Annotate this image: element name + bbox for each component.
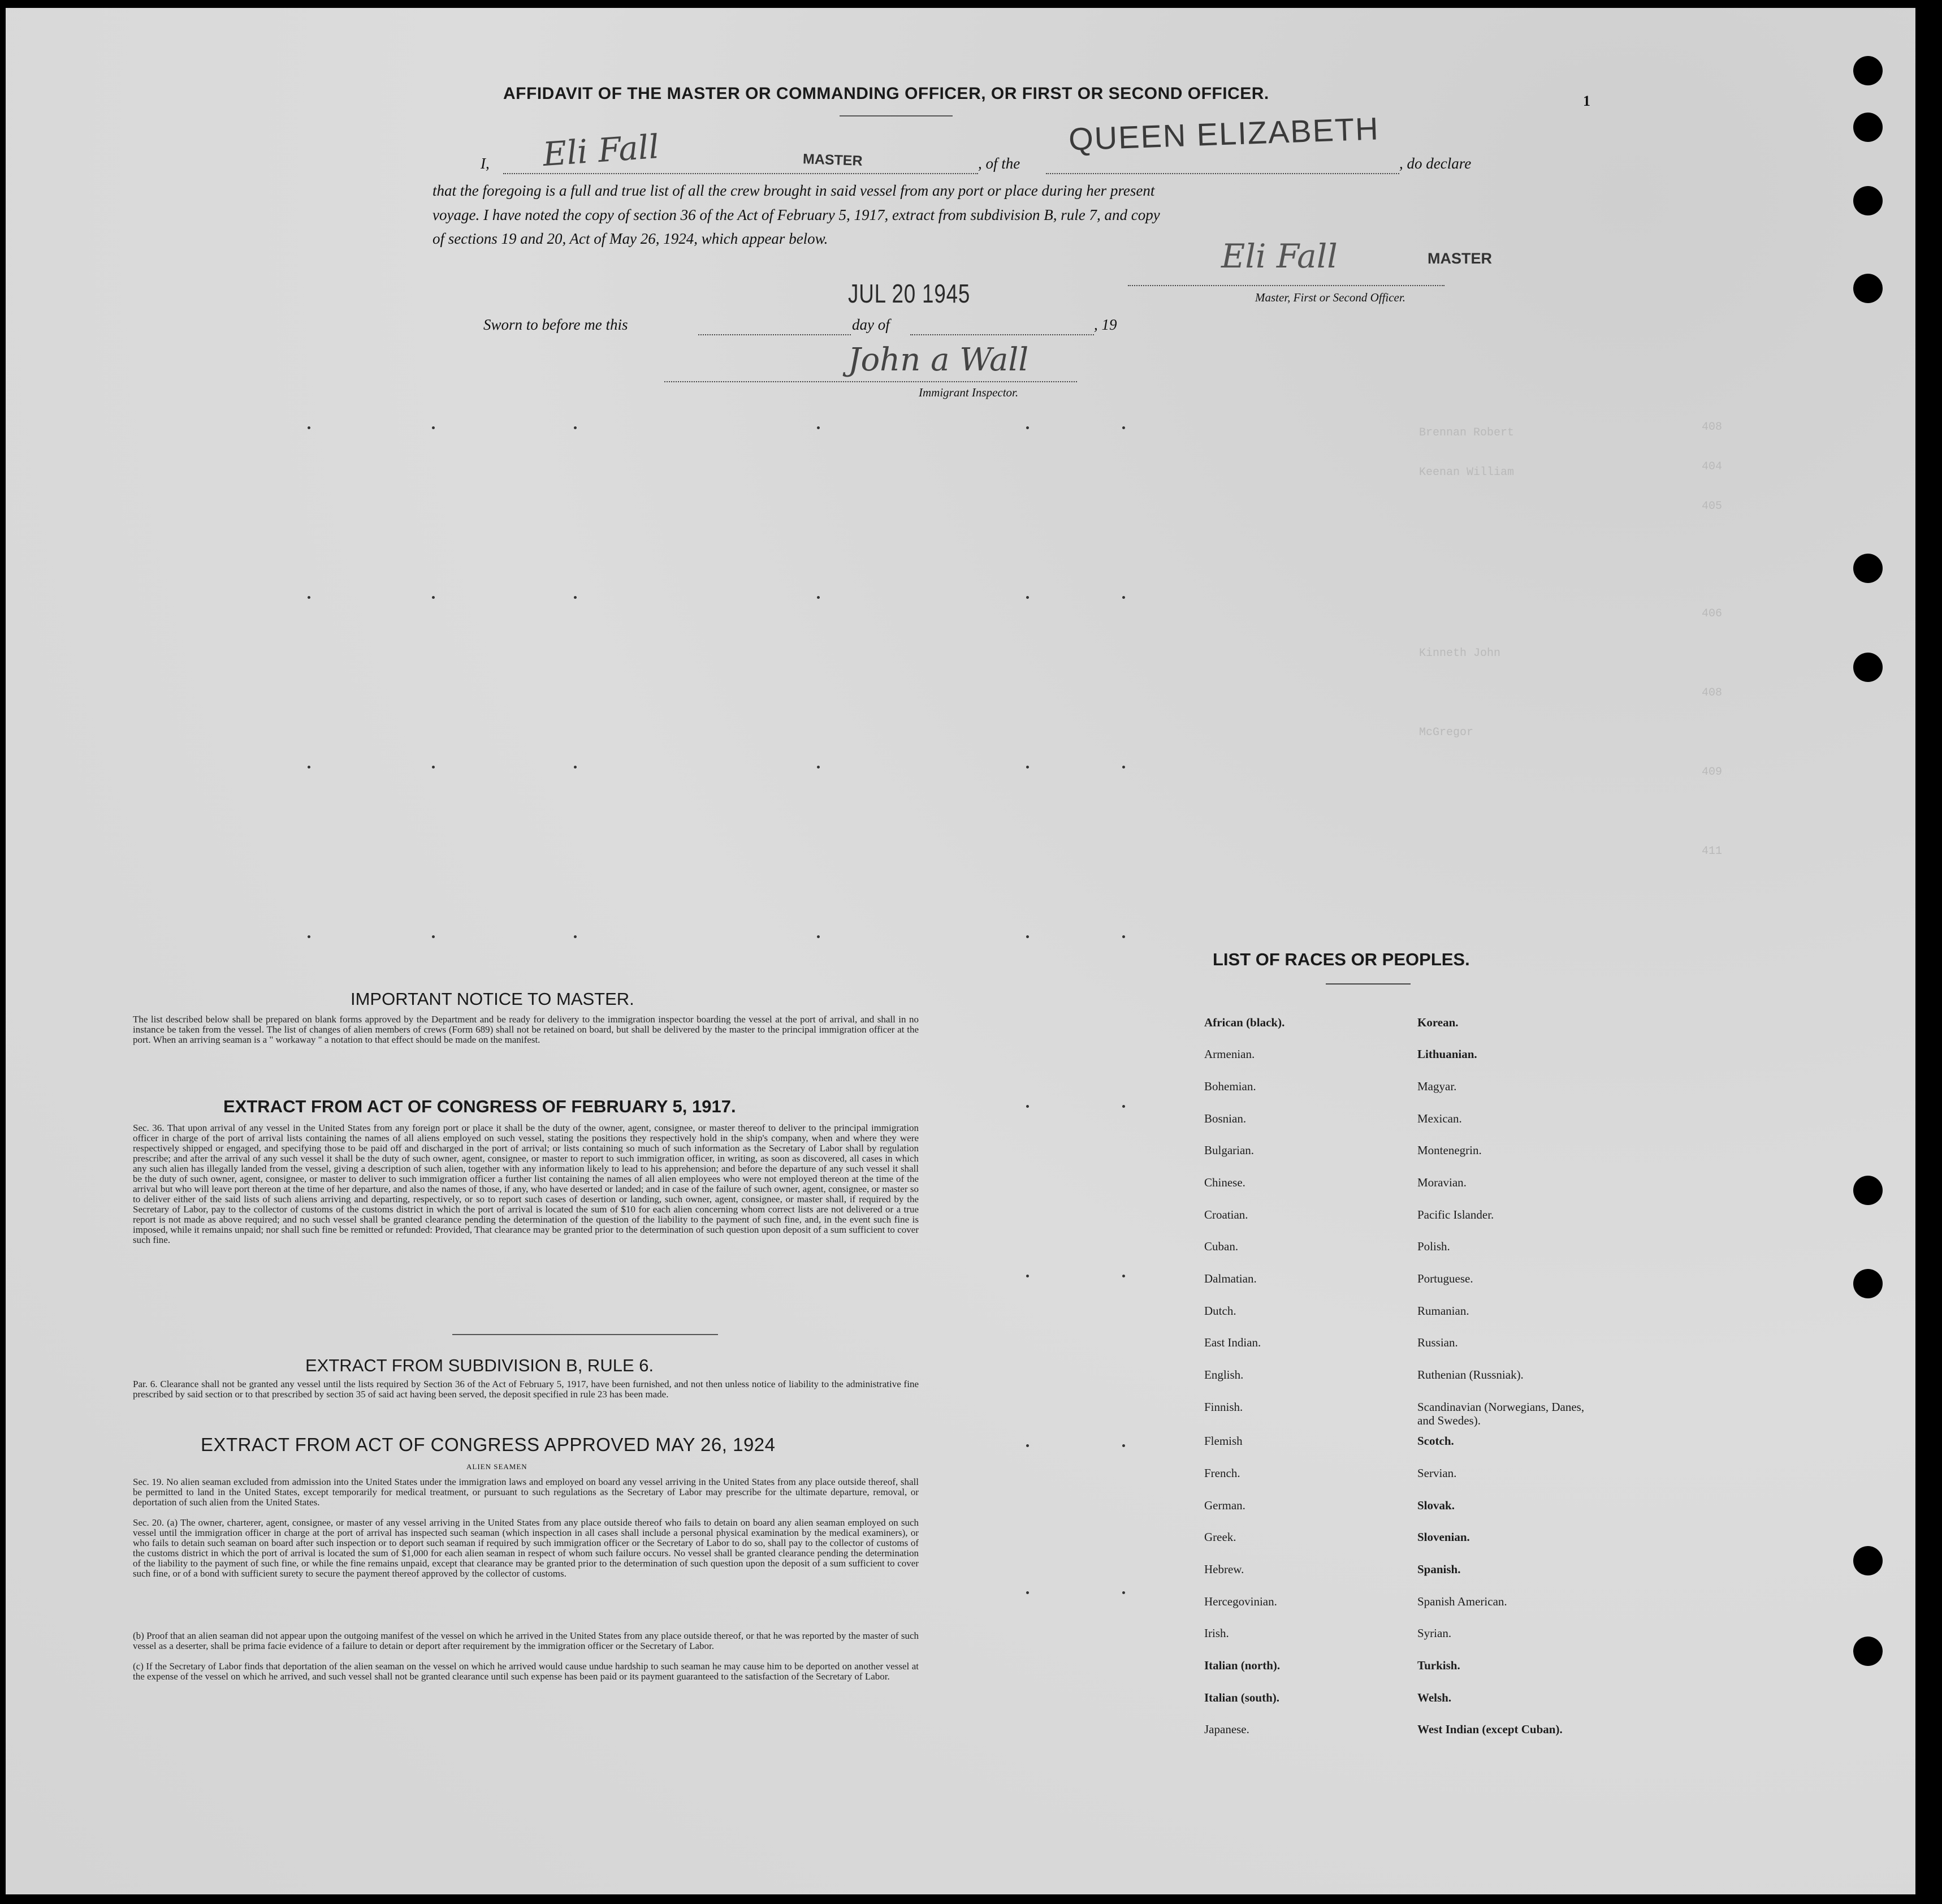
punch-hole-icon xyxy=(1853,113,1883,142)
punch-hole-icon xyxy=(1853,56,1883,85)
master-stamp-2: MASTER xyxy=(1428,250,1492,267)
race-item: Italian (south). xyxy=(1204,1691,1280,1704)
sworn-label: Sworn to before me this xyxy=(483,316,628,333)
race-item: East Indian. xyxy=(1204,1336,1261,1349)
race-item: Chinese. xyxy=(1204,1176,1245,1189)
race-item: Magyar. xyxy=(1417,1080,1457,1093)
inspector-caption: Immigrant Inspector. xyxy=(919,386,1019,399)
race-item: Polish. xyxy=(1417,1240,1450,1253)
day-of-label: day of xyxy=(852,316,890,333)
race-item: Slovak. xyxy=(1417,1499,1455,1512)
race-item: Dalmatian. xyxy=(1204,1272,1257,1285)
punch-hole-icon xyxy=(1853,186,1883,215)
name-line xyxy=(503,173,978,174)
extract-rule6-text: Par. 6. Clearance shall not be granted any vessel until the lists required by Section 36 of the Act of February 5, 1917, have been furnished, and not then unless notice of liability to the administrative fine prescribed by said section or to that prescribed by section 35 of said act having been served, the deposit specified in rule 23 has been made. xyxy=(133,1379,919,1400)
race-item: Greek. xyxy=(1204,1530,1236,1544)
extract-1924-title: EXTRACT FROM ACT OF CONGRESS APPROVED MAY 26, 1924 xyxy=(201,1434,776,1455)
race-item: Flemish xyxy=(1204,1434,1243,1448)
races-title-rule xyxy=(1326,983,1411,985)
document-page: 408 404 405 406 408 409 411 Brennan Robert Keenan William Kinneth John McGregor AFFIDAVIT OF THE MASTER OR COMMANDING OFFICER, OR FIRST OR SECOND OFFICER. I, Eli Fall MASTER , of the QUEEN ELIZABETH , do declare that the foregoing is a full and true list of all the crew brought in said vessel from any port or place during her present voyage. I have noted the copy of section 36 of the Act of February 5, 1917, extract from subdivision B, rule 7, and copy of sections 19 and 20, Act of May 26, 1924, which appear below. Eli Fall MASTER Master, First or Second Officer. JUL 20 1945 Sworn to before me this day of , 19 John a Wall Immigrant Inspector. 1 IMPORTANT NOTICE TO MASTER. The list described below shall be prepared on blank forms approved by the Department and be ready for delivery to the immigration inspector boarding the vessel at the port of arrival, and shall in no instance be taken from the vessel. The list of changes of alien members of crews (Form 689) shall not be retained on board, but shall be delivered by the master to the principal immigration officer at the port. When an arriving seaman is a " workaway " a notation to that effect should be made on the manifest. EXTRACT FROM ACT OF CONGRESS OF FEBRUARY 5, 1917. Sec. 36. That upon arrival of any vessel in the United States from any foreign port or place it shall be the duty of the owner, agent, consignee, or master thereof to deliver to the principal immigration officer in charge of the port of arrival lists containing the names of all aliens employed on such vessel, stating the positions they respectively hold in the ship's company, when and where they were respectively shipped or engaged, and specifying those to be paid off and discharged in the port of arrival; or lists containing so much of such information as the Secretary of Labor shall by regulation prescribe; and after the arrival of any such vessel it shall be the duty of such owner, agent, consignee, or master to report to such immigration officer, in writing, as soon as discovered, all cases in which any such alien has illegally landed from the vessel, giving a description of such alien, together with any information likely to lead to his apprehension; and before the departure of any such vessel it shall be the duty of such owner, agent, consignee, or master to deliver to such immigration officer a further list containing the names of all alien employees who were not employed thereon at the time of the arrival but who will leave port thereon at the time of her departure, and also the names of those, if any, who have deserted or landed; and in case of the failure of such owner, agent, consignee, or master so to deliver either of the said lists of such aliens arriving and departing, respectively, or so to report such cases of desertion or landing, such owner, agent, consignee, or master shall, if required by the Secretary of Labor, pay to the collector of customs of the customs district in which the port of arrival is located the sum of $10 for each alien concerning whom correct lists are not delivered or a true report is not made as above required; and no such vessel shall be granted clearance pending the determination of the question of the liability to the payment of such fine, and, in the event such fine is imposed, while it remains unpaid; nor shall such fine be remitted or refunded: Provided, That clearance may be granted prior to the determination of such question upon deposit of a sum sufficient to cover such fine. EXTRACT FROM SUBDIVISION B, RULE 6. Par. 6. Clearance shall not be granted any vessel until the lists required by Section 36 of the Act of February 5, 1917, have been furnished, and not then unless notice of liability to the administrative fine prescribed by said section or to that prescribed by section 35 of said act having been served, the deposit specified in rule 23 has been made. EXTRACT FROM ACT OF CONGRESS APPROVED MAY 26, 1924 ALIEN SEAMEN Sec. 19. No alien seaman excluded from admission into the United States under the immigration laws and employed on board any vessel arriving in the United States from any place outside thereof, shall be permitted to land in the United States, except temporarily for medical treatment, or pursuant to such regulations as the Secretary of Labor may prescribe for the ultimate departure, removal, or deportation of such alien from the United States. Sec. 20. (a) The owner, charterer, agent, consignee, or master of any vessel arriving in the United States from any place outside thereof who fails to detain on board any alien seaman employed on such vessel until the immigration officer in charge at the port of arrival has inspected such seaman (which inspection in all cases shall include a personal physical examination by the medical examiners), or who fails to detain such seaman on board after such inspection or to deport such seaman if required by such immigration officer or the Secretary of Labor to do so, shall pay to the collector of customs of the customs district in which the port of arrival is located the sum of $1,000 for each alien seaman in respect of whom such failure occurs. No vessel shall be granted clearance pending the determination of the liability to the payment of such fine, or while the fine remains unpaid, except that clearance may be granted prior to the determination of such question upon the deposit of a sum sufficient to cover such fine, or of a bond with sufficient surety to secure the payment thereof approved by the collector of customs. (b) Proof that an alien seaman did not appear upon the outgoing manifest of the vessel on which he arrived in the United States from any place outside thereof, or that he was reported by the master of such vessel as a deserter, shall be prima facie evidence of a failure to detain or deport after requirement by the immigration officer or the Secretary of Labor. (c) If the Secretary of Labor finds that deportation of the alien seaman on the vessel on which he arrived would cause undue hardship to such seaman he may cause him to be deported on another vessel at the expense of the vessel on which he arrived, and such vessel shall not be granted clearance until such expense has been paid or its payment guaranteed to the satisfaction of the Secretary of Labor. LIST OF RACES OR PEOPLES. African (black). Armenian. Bohemian. Bosnian. Bulgarian. Chinese. Croatian. Cuban. Dalmatian. Dutch. East Indian. English. Finnish. Flemish French. German. Greek. Hebrew. Hercegovinian. Irish. Italian (north). Italian (south). Japanese. Korean. Lithuanian. Magyar. Mexican. Montenegrin. Moravian. Pacific Islander. Polish. Portuguese. Rumanian. Russian. Ruthenian (Russniak). Scandinavian (Norwegians, Danes, and Swedes). Scotch. Servian. Slovak. Slovenian. Spanish. Spanish American. Syrian. Turkish. Welsh. West Indian (except Cuban). xyxy=(6,8,1915,1894)
title-rule xyxy=(840,115,953,116)
races-title: LIST OF RACES OR PEOPLES. xyxy=(1213,949,1470,969)
extract-1924-sec20c: (c) If the Secretary of Labor finds that deportation of the alien seaman on the vessel on which he arrived would cause undue hardship to such seaman he may cause him to be deported on another vessel at the expense of the vessel on which he arrived, and such vessel shall not be granted clearance until such expense has been paid or its payment guaranteed to the satisfaction of the Secretary of Labor. xyxy=(133,1661,919,1682)
sworn-day-line xyxy=(698,334,851,335)
extract-1924-sec20a: Sec. 20. (a) The owner, charterer, agent, consignee, or master of any vessel arriving in the United States from any place outside thereof who fails to detain on board any alien seaman employed on such vessel until the immigration officer in charge at the port of arrival has inspected such seaman (which inspection in all cases shall include a personal physical examination by the medical examiners), or who fails to detain such seaman on board after such inspection or to deport such seaman if required by such immigration officer or the Secretary of Labor to do so, shall pay to the collector of customs of the customs district in which the port of arrival is located the sum of $1,000 for each alien seaman in respect of whom such failure occurs. No vessel shall be granted clearance pending the determination of the liability to the payment of such fine, or while the fine remains unpaid, except that clearance may be granted prior to the determination of such question upon the deposit of a sum sufficient to cover such fine, or of a bond with sufficient surety to secure the payment thereof approved by the collector of customs. xyxy=(133,1517,919,1579)
punch-hole-icon xyxy=(1853,554,1883,583)
affidavit-title: AFFIDAVIT OF THE MASTER OR COMMANDING OFFICER, OR FIRST OR SECOND OFFICER. xyxy=(503,84,1269,103)
race-item: Moravian. xyxy=(1417,1176,1467,1189)
race-item: Bulgarian. xyxy=(1204,1143,1255,1157)
race-item: Servian. xyxy=(1417,1466,1457,1480)
master-stamp: MASTER xyxy=(802,151,863,169)
race-item: Spanish American. xyxy=(1417,1595,1507,1608)
punch-hole-icon xyxy=(1853,274,1883,303)
race-item: Korean. xyxy=(1417,1016,1459,1029)
race-item: Turkish. xyxy=(1417,1659,1460,1672)
vessel-name-stamp: QUEEN ELIZABETH xyxy=(1068,110,1380,157)
race-item: Dutch. xyxy=(1204,1304,1236,1318)
race-item: Hercegovinian. xyxy=(1204,1595,1277,1608)
inspector-line xyxy=(664,381,1077,382)
race-item: Welsh. xyxy=(1417,1691,1452,1704)
race-item: Croatian. xyxy=(1204,1208,1248,1221)
affidavit-i-label: I, xyxy=(481,155,490,172)
notice-title: IMPORTANT NOTICE TO MASTER. xyxy=(351,989,634,1009)
officer-caption: Master, First or Second Officer. xyxy=(1255,291,1405,304)
race-item: Spanish. xyxy=(1417,1562,1461,1576)
year-prefix: , 19 xyxy=(1094,316,1117,333)
race-item: Portuguese. xyxy=(1417,1272,1473,1285)
race-item: Ruthenian (Russniak). xyxy=(1417,1368,1524,1381)
extract-1917-text: Sec. 36. That upon arrival of any vessel in the United States from any foreign port or place it shall be the duty of the owner, agent, consignee, or master thereof to deliver to the principal immigration officer in charge of the port of arrival lists containing the names of all aliens employed on such vessel, stating the positions they respectively hold in the ship's company, when and where they were respectively shipped or engaged, and specifying those to be paid off and discharged in the port of arrival; or lists containing so much of such information as the Secretary of Labor shall by regulation prescribe; and after the arrival of any such vessel it shall be the duty of such owner, agent, consignee, or master to report to such immigration officer, in writing, as soon as discovered, all cases in which any such alien has illegally landed from the vessel, giving a description of such alien, together with any information likely to lead to his apprehension; and before the departure of any such vessel it shall be the duty of such owner, agent, consignee, or master to deliver to such immigration officer a further list containing the names of all alien employees who were not employed thereon at the time of the arrival but who will leave port thereon at the time of her departure, and also the names of those, if any, who have deserted or landed; and in case of the failure of such owner, agent, consignee, or master so to deliver either of the said lists of such aliens arriving and departing, respectively, or so to report such cases of desertion or landing, such owner, agent, consignee, or master shall, if required by the Secretary of Labor, pay to the collector of customs of the customs district in which the port of arrival is located the sum of $10 for each alien concerning whom correct lists are not delivered or a true report is not made as above required; and no such vessel shall be granted clearance pending the determination of the question of the liability to the payment of such fine, and, in the event such fine is imposed, while it remains unpaid; nor shall such fine be remitted or refunded: Provided, That clearance may be granted prior to the determination of such question upon deposit of a sum sufficient to cover such fine. xyxy=(133,1122,919,1245)
of-the-label: , of the xyxy=(978,155,1020,172)
affidavit-line-4: of sections 19 and 20, Act of May 26, 1924, which appear below. xyxy=(432,230,828,247)
race-item: West Indian (except Cuban). xyxy=(1417,1722,1563,1736)
race-item: German. xyxy=(1204,1499,1245,1512)
race-item: Lithuanian. xyxy=(1417,1047,1477,1061)
extract-1917-title: EXTRACT FROM ACT OF CONGRESS OF FEBRUARY 5, 1917. xyxy=(223,1096,736,1116)
race-item: French. xyxy=(1204,1466,1240,1480)
race-item: Hebrew. xyxy=(1204,1562,1244,1576)
race-item: Japanese. xyxy=(1204,1722,1249,1736)
extract-1924-sec19: Sec. 19. No alien seaman excluded from admission into the United States under the immigration laws and employed on board any vessel arriving in the United States from any place outside thereof, shall be permitted to land in the United States, except temporarily for medical treatment, or pursuant to such regulations as the Secretary of Labor may prescribe for the ultimate departure, removal, or deportation of such alien from the United States. xyxy=(133,1476,919,1508)
section-rule-1 xyxy=(452,1334,718,1335)
race-item: Pacific Islander. xyxy=(1417,1208,1494,1221)
race-item: Syrian. xyxy=(1417,1626,1452,1640)
extract-1924-subtitle: ALIEN SEAMEN xyxy=(466,1462,527,1471)
race-item: Bosnian. xyxy=(1204,1112,1247,1125)
race-item: Italian (north). xyxy=(1204,1659,1281,1672)
margin-mark: 1 xyxy=(1583,93,1590,109)
notice-text: The list described below shall be prepared on blank forms approved by the Department and be ready for delivery to the immigration inspector boarding the vessel at the port of arrival, and shall in no instance be taken from the vessel. The list of changes of alien members of crews (Form 689) shall not be retained on board, but shall be delivered by the master to the principal immigration officer at the port. When an arriving seaman is a " workaway " a notation to that effect should be made on the manifest. xyxy=(133,1014,919,1045)
affidavit-line-3: voyage. I have noted the copy of section 36 of the Act of February 5, 1917, extract from subdivision B, rule 7, and copy xyxy=(432,206,1160,223)
race-item: Irish. xyxy=(1204,1626,1229,1640)
race-item: Montenegrin. xyxy=(1417,1143,1482,1157)
affidavit-line-2: that the foregoing is a full and true list of all the crew brought in said vessel from any port or place during her present xyxy=(432,182,1155,199)
extract-rule6-title: EXTRACT FROM SUBDIVISION B, RULE 6. xyxy=(305,1355,654,1375)
race-item: African (black). xyxy=(1204,1016,1285,1029)
race-item: Bohemian. xyxy=(1204,1080,1256,1093)
punch-hole-icon xyxy=(1853,1176,1883,1205)
date-stamp: JUL 20 1945 xyxy=(848,279,971,308)
race-item: Scotch. xyxy=(1417,1434,1454,1448)
punch-hole-icon xyxy=(1853,1269,1883,1298)
race-item: Rumanian. xyxy=(1417,1304,1469,1318)
race-item: Finnish. xyxy=(1204,1400,1243,1414)
race-item: Slovenian. xyxy=(1417,1530,1470,1544)
inspector-signature: John a Wall xyxy=(848,342,1029,378)
race-item: Armenian. xyxy=(1204,1047,1255,1061)
master-signature: Eli Fall xyxy=(541,127,660,174)
sworn-month-line xyxy=(910,334,1094,335)
race-item: Cuban. xyxy=(1204,1240,1239,1253)
race-item: Scandinavian (Norwegians, Danes, and Swedes). xyxy=(1417,1400,1585,1427)
race-item: Mexican. xyxy=(1417,1112,1462,1125)
officer-line xyxy=(1128,285,1444,286)
do-declare-label: , do declare xyxy=(1399,155,1472,172)
race-item: Russian. xyxy=(1417,1336,1458,1349)
race-item: English. xyxy=(1204,1368,1244,1381)
punch-hole-icon xyxy=(1853,1546,1883,1575)
vessel-line xyxy=(1046,173,1399,174)
extract-1924-sec20b: (b) Proof that an alien seaman did not appear upon the outgoing manifest of the vessel on which he arrived in the United States from any place outside thereof, or that he was reported by the master of such vessel as a deserter, shall be prima facie evidence of a failure to detain or deport after requirement by the immigration officer or the Secretary of Labor. xyxy=(133,1630,919,1651)
punch-hole-icon xyxy=(1853,1637,1883,1666)
officer-signature: Eli Fall xyxy=(1221,237,1338,275)
punch-hole-icon xyxy=(1853,653,1883,682)
